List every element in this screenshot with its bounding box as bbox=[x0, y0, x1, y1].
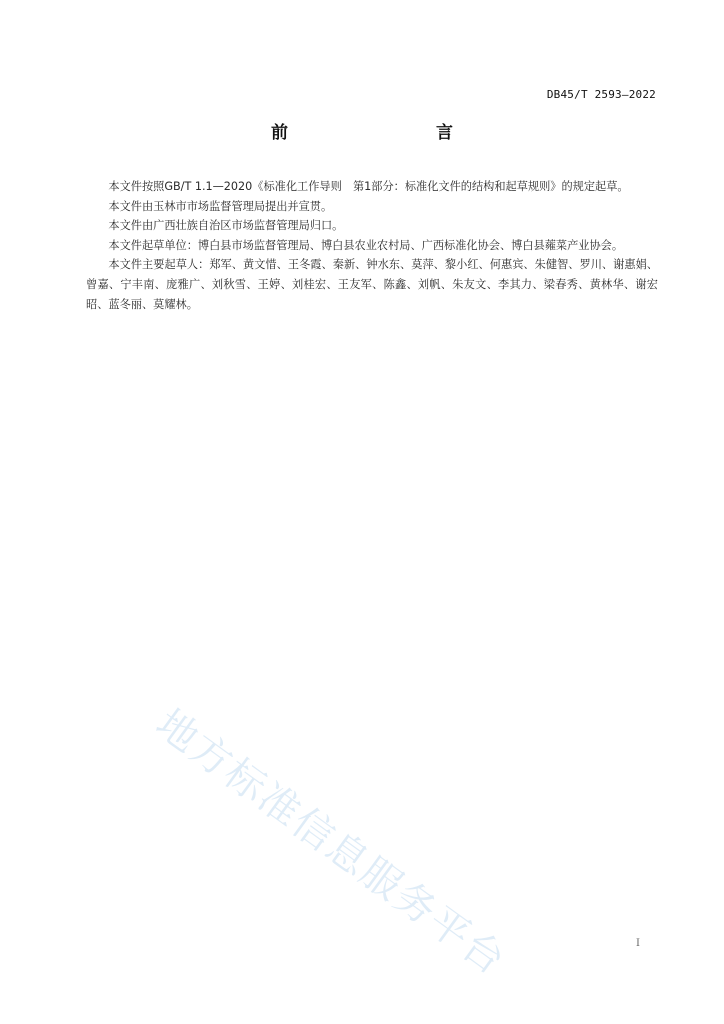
paragraph-drafters: 本文件主要起草人：郑军、黄文惜、王冬霞、秦新、钟水东、莫萍、黎小红、何惠宾、朱健智、罗川、谢惠娟、曾嘉、宁丰南、庞雅广、刘秋雪、王婷、刘桂宏、王友军、陈鑫、刘帆、朱友文、李其力、梁春秀、黄林华、谢宏昭、蓝冬丽、莫耀林。 bbox=[86, 258, 658, 311]
paragraph-drafting-rules: 本文件按照GB/T 1.1—2020《标准化工作导则 第1部分：标准化文件的结构和起草规则》的规定起草。 bbox=[108, 180, 629, 193]
paragraph-drafting-units: 本文件起草单位：博白县市场监督管理局、博白县农业农村局、广西标准化协会、博白县蕹菜产业协会。 bbox=[108, 238, 624, 252]
paragraph-centralized-by: 本文件由广西壮族自治区市场监督管理局归口。 bbox=[108, 219, 344, 233]
preface-body bbox=[86, 177, 658, 314]
watermark: 地方标准信息服务平台 bbox=[147, 700, 515, 985]
page-number: I bbox=[636, 938, 640, 949]
document-code: DB45/T 2593—2022 bbox=[546, 88, 656, 101]
page-title: 前 言 bbox=[271, 123, 491, 143]
paragraph-proposer: 本文件由玉林市市场监督管理局提出并宣贯。 bbox=[108, 199, 333, 213]
